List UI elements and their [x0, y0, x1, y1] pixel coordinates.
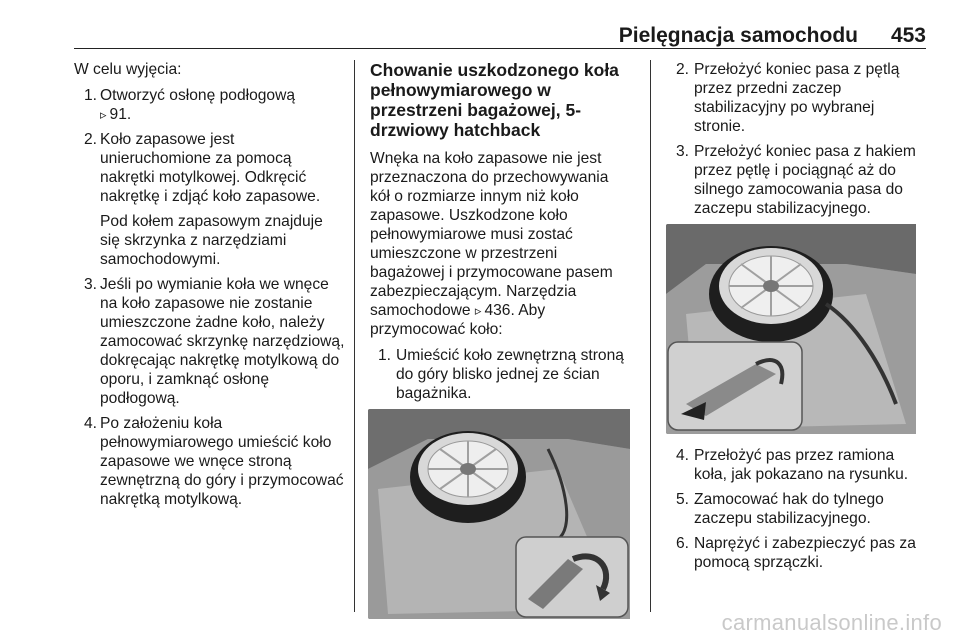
step-number: 3. [84, 276, 98, 293]
step-text: Przełożyć koniec pasa z hakiem przez pętlę i pociągnąć aż do silnego zamocowania pasa do zaczepu stabilizacyjnego. [694, 143, 916, 217]
list-item [668, 142, 926, 218]
removal-steps [74, 86, 346, 509]
list-item [668, 446, 926, 484]
list-item [668, 60, 926, 136]
list-item [668, 534, 926, 572]
step-text: Po założeniu koła pełnowymiarowego umieścić koło zapasowe we wnęce stroną zewnętrzną do góry i przymocować nakrętką motylkową. [100, 415, 344, 508]
page-title: Pielęgnacja samochodu [618, 24, 858, 47]
step-text: Naprężyć i zabezpieczyć pas za pomocą sprzączki. [694, 535, 916, 571]
step-number: 4. [676, 447, 690, 464]
column-3 [668, 60, 926, 578]
step-text: Otworzyć osłonę podłogową [100, 87, 296, 104]
list-item [74, 130, 346, 269]
step-text: Koło zapasowe jest unieruchomione za pomocą nakrętki motylkowej. Odkręcić nakrętkę i zdjąć koło zapasowe. [100, 131, 321, 205]
step-number: 6. [676, 535, 690, 552]
column-2 [370, 60, 632, 619]
step-text: Jeśli po wymianie koła we wnęce na koło zapasowe nie zostanie umieszczone żadne koło, należy zamocować skrzynkę narzędziową, dokręcając nakrętkę motylkową do oporu, i zamknąć osłonę podłogową. [100, 276, 345, 407]
step-text: Zamocować hak do tylnego zaczepu stabilizacyjnego. [694, 491, 884, 527]
reference-arrow-icon: ▹ [474, 303, 482, 318]
page-reference-link[interactable]: 436. [484, 302, 515, 319]
reference-arrow-icon: ▹ [100, 107, 107, 122]
step-subtext: Pod kołem zapasowym znajduje się skrzynka z narzędziami samochodowymi. [100, 213, 323, 268]
page-header [74, 20, 926, 49]
step-number: 2. [676, 61, 690, 78]
trunk-wheel-illustration [368, 409, 632, 619]
page-number: 453 [890, 24, 926, 47]
list-item [74, 86, 346, 124]
strap-steps-continued [668, 446, 926, 572]
list-item [668, 490, 926, 528]
storing-steps [370, 346, 632, 403]
step-number: 4. [84, 415, 98, 432]
list-item [74, 275, 346, 408]
paragraph-text: Wnęka na koło zapasowe nie jest przeznaczona do przechowywania kół o rozmiarze innym niż koło zapasowe. Uszkodzone koło pełnowymiarowe musi zostać umieszczone w przestrzeni bagażowej i przymocowane pasem zabezpieczającym. Narzędzia samochodowe [370, 150, 613, 319]
step-number: 1. [84, 87, 98, 104]
step-number: 3. [676, 143, 690, 160]
page-reference-link[interactable]: 91. [109, 106, 132, 123]
step-number: 2. [84, 131, 98, 148]
step-text: Umieścić koło zewnętrzną stroną do góry blisko jednej ze ścian bagażnika. [396, 347, 624, 402]
section-paragraph [370, 149, 632, 339]
step-text: Przełożyć pas przez ramiona koła, jak pokazano na rysunku. [694, 447, 909, 483]
list-item [74, 414, 346, 509]
column-1 [74, 60, 346, 515]
list-item [370, 346, 632, 403]
watermark-text: carmanualsonline.info [721, 610, 942, 635]
step-text: Przełożyć koniec pasa z pętlą przez przedni zaczep stabilizacyjny po wybranej stronie. [694, 61, 900, 135]
step-number: 1. [378, 347, 392, 364]
intro-text: W celu wyjęcia: [74, 61, 182, 78]
section-heading: Chowanie uszkodzonego koła pełnowymiarowego w przestrzeni bagażowej, 5-drzwiowy hatchback [370, 60, 619, 140]
column-divider [650, 60, 651, 612]
paragraph-text: Aby przymocować koło: [370, 302, 546, 338]
step-number: 5. [676, 491, 690, 508]
column-divider [354, 60, 355, 612]
strap-steps [668, 60, 926, 218]
strap-hook-illustration [666, 224, 926, 434]
